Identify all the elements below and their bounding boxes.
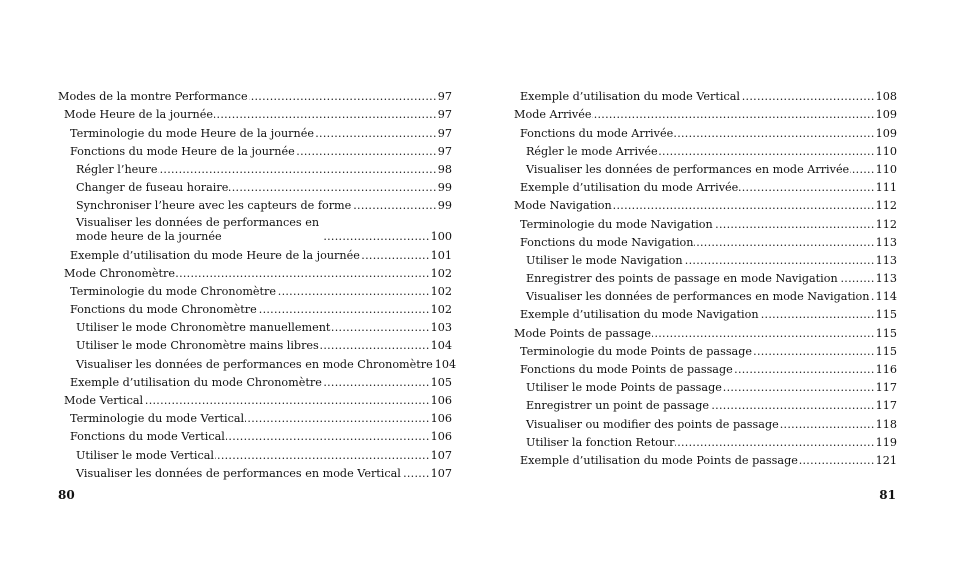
dot-leader (652, 327, 875, 340)
toc-entry-title: Régler l’heure (76, 162, 158, 176)
toc-entry-title: Terminologie du mode Points de passage (520, 344, 753, 358)
toc-entry-page: 121 (875, 453, 897, 467)
toc-entry-title: Exemple d’utilisation du mode Navigation (520, 308, 759, 322)
toc-entry-page: 102 (430, 266, 452, 280)
toc-entry-page: 100 (430, 230, 452, 244)
toc-entry (508, 395, 897, 413)
dot-leader (323, 376, 430, 389)
toc-entry (58, 122, 452, 140)
dot-leader (215, 449, 430, 462)
toc-entry-title: Mode Chronomètre (64, 266, 176, 280)
dot-leader (258, 303, 430, 316)
toc-entry-page: 97 (437, 126, 452, 140)
toc-entry-page: 109 (875, 126, 897, 140)
dot-leader (870, 290, 874, 303)
toc-entry-title: Fonctions du mode Heure de la journée (70, 144, 295, 158)
dot-leader (322, 230, 430, 243)
toc-entry (508, 359, 897, 377)
toc-entry (508, 232, 897, 250)
toc-entry (508, 322, 897, 340)
toc-entry-title: Mode Heure de la journée (64, 108, 213, 122)
toc-entry-title: Exemple d’utilisation du mode Chronomètre (70, 375, 322, 389)
toc-right-page (508, 86, 897, 468)
toc-entry (58, 335, 452, 353)
toc-entry-page: 101 (430, 248, 452, 262)
toc-entry-page: 106 (430, 430, 452, 444)
dot-leader (331, 321, 429, 334)
dot-leader (839, 272, 875, 285)
toc-entry-page: 102 (430, 303, 452, 317)
toc-entry-page: 110 (875, 162, 897, 176)
dot-leader (684, 254, 875, 267)
toc-entry (58, 353, 457, 371)
toc-entry-page: 111 (875, 181, 897, 195)
dot-leader (710, 399, 875, 412)
toc-entry-title: Utiliser le mode Chronomètre mains libres (76, 339, 319, 353)
toc-entry (58, 244, 452, 262)
dot-leader (659, 145, 875, 158)
toc-entry-page: 115 (875, 308, 897, 322)
toc-entry-page: 115 (875, 326, 897, 340)
toc-entry-title: Utiliser le mode Points de passage (526, 381, 722, 395)
toc-entry-title: Fonctions du mode Navigation (520, 235, 694, 249)
toc-entry-page: 98 (437, 162, 452, 176)
toc-entry (508, 268, 897, 286)
toc-entry-page: 114 (875, 290, 897, 304)
dot-leader (613, 199, 875, 212)
dot-leader (229, 181, 436, 194)
dot-leader (674, 127, 874, 140)
toc-entry-title: Utiliser la fonction Retour (526, 435, 675, 449)
toc-entry-page: 113 (875, 235, 897, 249)
dot-leader (315, 127, 437, 140)
dot-leader (739, 181, 874, 194)
dot-leader (780, 418, 875, 431)
toc-entry (508, 341, 897, 359)
dot-leader (694, 236, 874, 249)
toc-entry-page: 107 (430, 466, 452, 480)
toc-entry-title: Visualiser les données de performances en mode heure de la journée (76, 216, 320, 243)
toc-entry (58, 426, 452, 444)
toc-entry-title: Mode Navigation (514, 199, 612, 213)
dot-leader (675, 436, 874, 449)
dot-leader (214, 108, 437, 121)
toc-entry (508, 104, 897, 122)
dot-leader (320, 339, 430, 352)
toc-entry-title: Enregistrer un point de passage (526, 399, 709, 413)
toc-entry-title: Visualiser les données de performances en mode Vertical (76, 466, 401, 480)
toc-entry-page: 110 (875, 144, 897, 158)
toc-entry (508, 159, 897, 177)
toc-entry (508, 86, 897, 104)
toc-entry (58, 463, 452, 481)
toc-entry-page: 117 (875, 399, 897, 413)
toc-entry (58, 104, 452, 122)
toc-entry-title: Modes de la montre Performance (58, 90, 248, 104)
toc-entry-title: Fonctions du mode Vertical (70, 430, 225, 444)
toc-entry (58, 263, 452, 281)
toc-entry (58, 213, 452, 244)
toc-entry (58, 159, 452, 177)
toc-entry (508, 177, 897, 195)
toc-entry (58, 444, 452, 462)
toc-entry-title: Fonctions du mode Chronomètre (70, 303, 257, 317)
toc-entry-title: Terminologie du mode Heure de la journée (70, 126, 314, 140)
toc-entry (508, 286, 897, 304)
toc-entry-title: Terminologie du mode Navigation (520, 217, 713, 231)
toc-entry (58, 141, 452, 159)
dot-leader (249, 90, 437, 103)
toc-entry (58, 281, 452, 299)
dot-leader (226, 430, 430, 443)
toc-entry-page: 102 (430, 284, 452, 298)
toc-entry-page: 99 (437, 181, 452, 195)
toc-entry (508, 141, 897, 159)
toc-entry-title: Exemple d’utilisation du mode Points de passage (520, 453, 798, 467)
toc-entry-page: 116 (875, 363, 897, 376)
dot-leader (734, 363, 875, 376)
page-number-left: 80 (58, 488, 75, 502)
toc-entry-page: 108 (875, 90, 897, 104)
toc-entry-page: 107 (430, 448, 452, 462)
toc-entry-title: Utiliser le mode Vertical (76, 448, 214, 462)
toc-entry-page: 103 (430, 321, 452, 335)
dot-leader (592, 108, 874, 121)
dot-leader (760, 308, 875, 321)
dot-leader (799, 454, 875, 467)
toc-entry (58, 372, 452, 390)
toc-entry-title: Exemple d’utilisation du mode Heure de la journée (70, 248, 360, 262)
toc-entry-title: Régler le mode Arrivée (526, 144, 658, 158)
toc-entry-page: 117 (875, 381, 897, 395)
toc-entry-page: 118 (875, 417, 897, 431)
toc-left-page (58, 86, 457, 481)
toc-entry-title: Mode Points de passage (514, 326, 652, 340)
toc-entry (508, 304, 897, 322)
dot-leader (402, 467, 430, 480)
toc-entry-title: Enregistrer des points de passage en mode Navigation (526, 272, 838, 286)
toc-entry-page: 112 (875, 217, 897, 231)
dot-leader (245, 412, 430, 425)
toc-entry-title: Mode Vertical (64, 394, 144, 407)
toc-entry-page: 97 (437, 108, 452, 122)
toc-entry (58, 390, 452, 408)
dot-leader (741, 90, 875, 103)
dot-leader (361, 249, 430, 262)
toc-entry (58, 317, 452, 335)
toc-entry-page: 106 (430, 412, 452, 426)
toc-entry (508, 413, 897, 431)
toc-entry-page: 109 (875, 108, 897, 122)
toc-entry (58, 408, 452, 426)
toc-entry-title: Changer de fuseau horaire (76, 181, 229, 195)
toc-entry-title: Fonctions du mode Points de passage (520, 363, 733, 376)
dot-leader (753, 345, 875, 358)
toc-entry-title: Mode Arrivée (514, 108, 592, 122)
toc-entry-title: Visualiser ou modifier des points de passage (526, 417, 779, 431)
dot-leader (158, 163, 436, 176)
dot-leader (850, 163, 874, 176)
toc-entry-page: 113 (875, 253, 897, 267)
toc-entry-title: Visualiser les données de performances en mode Chronomètre (76, 357, 433, 371)
dot-leader (277, 285, 430, 298)
toc-entry-title: Utiliser le mode Navigation (526, 253, 683, 267)
toc-entry-title: Fonctions du mode Arrivée (520, 126, 674, 140)
toc-entry-title: Exemple d’utilisation du mode Vertical (520, 90, 740, 104)
toc-entry (508, 213, 897, 231)
toc-entry-page: 97 (437, 144, 452, 158)
toc-entry (508, 122, 897, 140)
dot-leader (714, 218, 875, 231)
toc-entry-title: Terminologie du mode Chronomètre (70, 284, 277, 298)
toc-entry-page: 106 (430, 394, 452, 407)
toc-entry-page: 119 (875, 435, 897, 449)
dot-leader (352, 199, 436, 212)
toc-entry-page: 99 (437, 199, 452, 213)
toc-entry-page: 105 (430, 375, 452, 389)
toc-entry (58, 177, 452, 195)
toc-entry-title: Synchroniser l’heure avec les capteurs de forme (76, 199, 352, 213)
toc-entry-title: Exemple d’utilisation du mode Arrivée (520, 181, 739, 195)
dot-leader (144, 394, 430, 407)
toc-entry-title: Terminologie du mode Vertical (70, 412, 245, 426)
toc-entry (508, 377, 897, 395)
toc-entry-title: Visualiser les données de performances en mode Navigation (526, 290, 870, 304)
toc-entry-title: Utiliser le mode Chronomètre manuellement (76, 321, 331, 335)
toc-entry-page: 104 (430, 339, 452, 353)
toc-entry (58, 86, 452, 104)
toc-entry-page: 113 (875, 272, 897, 286)
toc-entry-page: 104 (434, 357, 457, 371)
toc-entry (508, 250, 897, 268)
toc-entry (58, 299, 452, 317)
dot-leader (176, 267, 430, 280)
toc-entry-page: 97 (437, 90, 452, 104)
toc-entry (508, 432, 897, 450)
dot-leader (296, 145, 437, 158)
page-number-right: 81 (879, 488, 896, 502)
toc-entry-page: 115 (875, 344, 897, 358)
toc-entry-title: Visualiser les données de performances en mode Arrivée (526, 162, 850, 176)
toc-entry (58, 195, 452, 213)
toc-entry (508, 450, 897, 468)
dot-leader (723, 381, 875, 394)
toc-entry-page: 112 (875, 199, 897, 213)
toc-entry (508, 195, 897, 213)
